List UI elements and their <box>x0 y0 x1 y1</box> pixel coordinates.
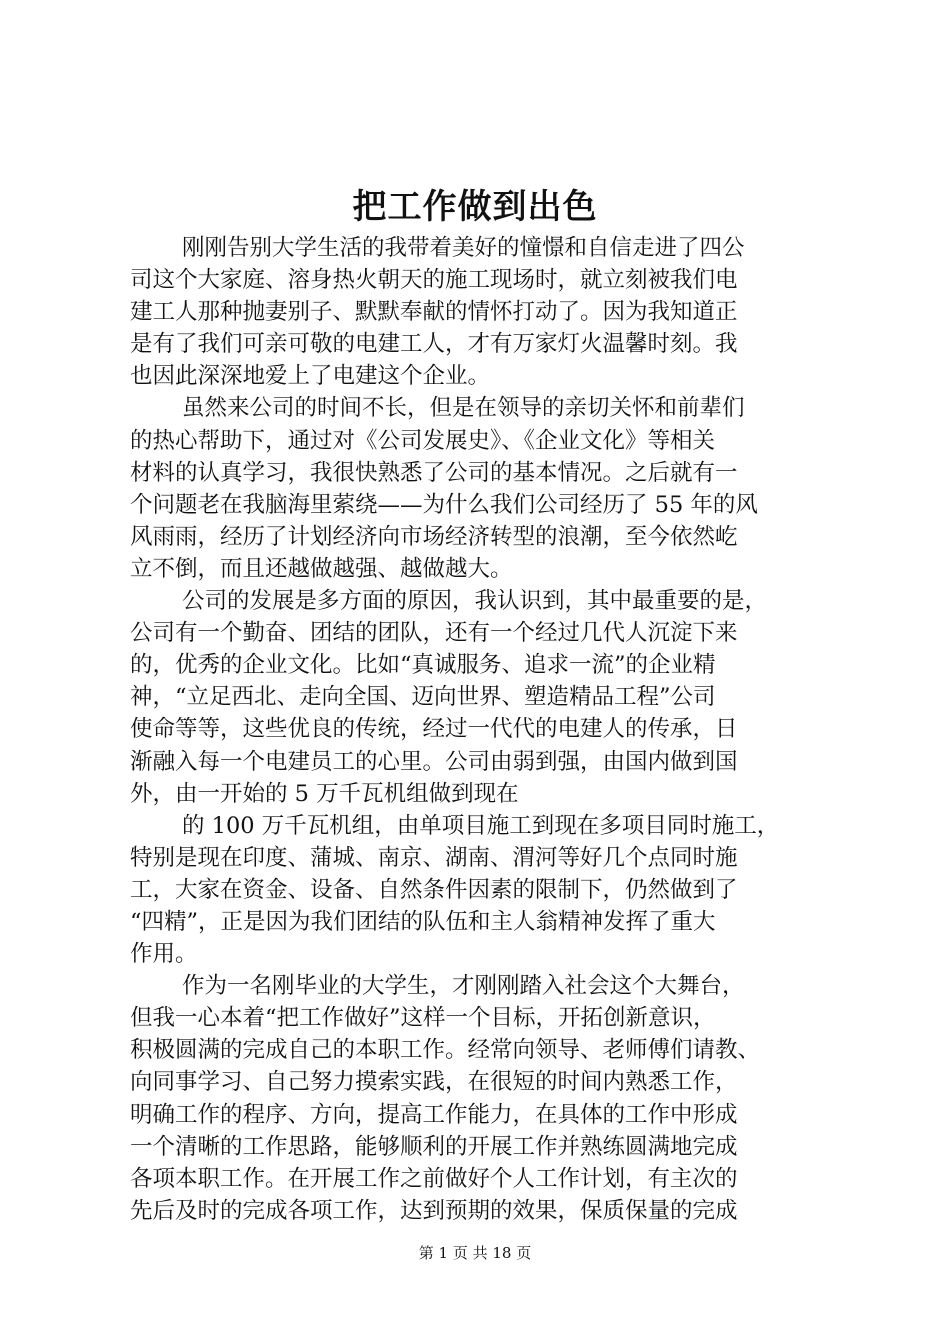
text-line: 作用。 <box>130 941 198 968</box>
text-line: 特别是现在印度、蒲城、南京、湖南、渭河等好几个点同时施 <box>130 844 738 871</box>
page-footer: 第 1 页 共 18 页 <box>418 1244 532 1262</box>
text-line: 积极圆满的完成自己的本职工作。经常向领导、老师傅们请教、 <box>130 1037 761 1064</box>
text-line: 刚刚告别大学生活的我带着美好的憧憬和自信走进了四公 <box>182 235 745 261</box>
text-line: “四精”，正是因为我们团结的队伍和主人翁精神发挥了重大 <box>130 908 716 935</box>
text-line: 明确工作的程序、方向，提高工作能力，在具体的工作中形成 <box>130 1101 738 1128</box>
text-line: 个问题老在我脑海里萦绕——为什么我们公司经历了 55 年的风 <box>130 491 758 518</box>
text-line: 是有了我们可亲可敬的电建工人，才有万家灯火温馨时刻。我 <box>130 331 738 358</box>
text-line: 立不倒，而且还越做越强、越做越大。 <box>130 555 513 582</box>
text-line: 也因此深深地爱上了电建这个企业。 <box>130 363 491 390</box>
text-line: 的，优秀的企业文化。比如“真诚服务、追求一流”的企业精 <box>130 652 716 679</box>
text-line: 材料的认真学习，我很快熟悉了公司的基本情况。之后就有一 <box>130 459 738 486</box>
text-line: 各项本职工作。在开展工作之前做好个人工作计划，有主次的 <box>130 1165 738 1192</box>
text-line: 一个清晰的工作思路，能够顺利的开展工作并熟练圆满地完成 <box>130 1133 738 1160</box>
text-line: 工，大家在资金、设备、自然条件因素的限制下，仍然做到了 <box>130 876 738 903</box>
text-line: 风雨雨，经历了计划经济向市场经济转型的浪潮，至今依然屹 <box>130 523 738 550</box>
text-line: 渐融入每一个电建员工的心里。公司由弱到强，由国内做到国 <box>130 748 738 775</box>
text-line: 向同事学习、自己努力摸索实践，在很短的时间内熟悉工作， <box>130 1069 738 1096</box>
text-line: 公司有一个勤奋、团结的团队，还有一个经过几代人沉淀下来 <box>130 620 738 647</box>
document-body <box>130 232 830 1227</box>
text-line: 虽然来公司的时间不长，但是在领导的亲切关怀和前辈们 <box>182 395 745 422</box>
text-line: 的 100 万千瓦机组，由单项目施工到现在多项目同时施工， <box>182 812 780 839</box>
text-line: 建工人那种抛妻别子、默默奉献的情怀打动了。因为我知道正 <box>130 299 738 326</box>
text-line: 先后及时的完成各项工作，达到预期的效果，保质保量的完成 <box>130 1197 738 1224</box>
text-line: 外，由一开始的 5 万千瓦机组做到现在 <box>130 780 519 807</box>
text-line: 使命等等，这些优良的传统，经过一代代的电建人的传承，日 <box>130 716 738 743</box>
text-line: 但我一心本着“把工作做好”这样一个目标，开拓创新意识， <box>130 1005 716 1032</box>
text-line: 公司的发展是多方面的原因，我认识到，其中最重要的是， <box>182 588 768 615</box>
text-line: 的热心帮助下，通过对《公司发展史》、《企业文化》等相关 <box>130 427 716 454</box>
text-line: 作为一名刚毕业的大学生，才刚刚踏入社会这个大舞台， <box>182 973 745 1000</box>
text-line: 司这个大家庭、溶身热火朝天的施工现场时，就立刻被我们电 <box>130 267 738 294</box>
document-title: 把工作做到出色 <box>352 187 598 227</box>
text-line: 神，“立足西北、走向全国、迈向世界、塑造精品工程”公司 <box>130 684 716 711</box>
